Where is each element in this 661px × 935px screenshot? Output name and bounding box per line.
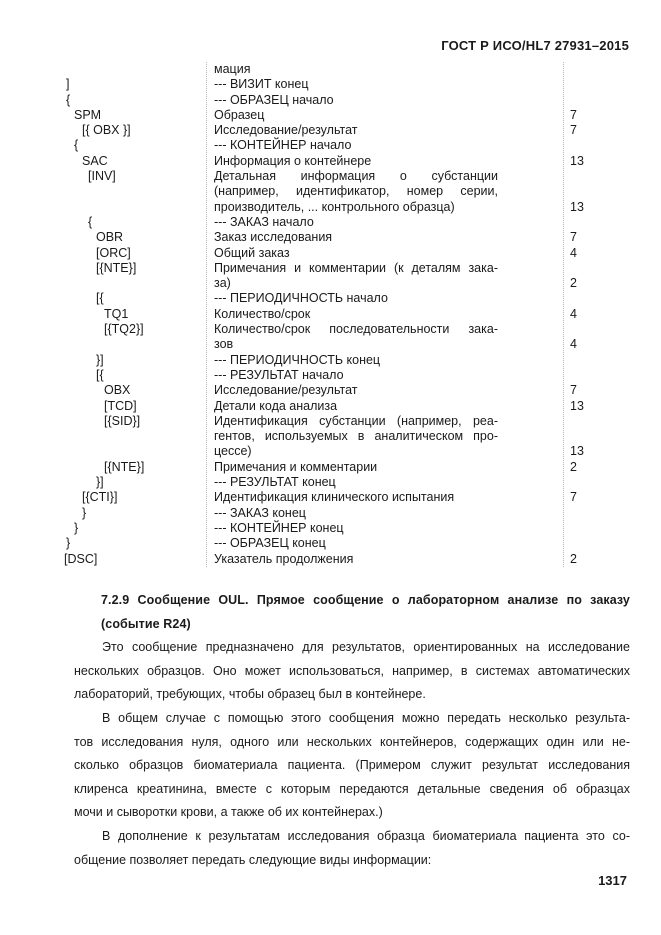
table-row [0, 93, 661, 108]
segment-description [214, 246, 498, 261]
segment-description [214, 552, 498, 567]
segment-description [214, 261, 498, 292]
table-row [0, 353, 661, 368]
description-line: Исследование/результат [214, 123, 358, 138]
segment-code: [ORC] [96, 245, 131, 260]
table-row [0, 169, 661, 215]
description-line: зов [214, 337, 234, 352]
description-line: --- ПЕРИОДИЧНОСТЬ начало [214, 291, 388, 306]
segment-code: ] [66, 77, 70, 92]
segment-code: [{ [96, 291, 104, 306]
description-line: цессе) [214, 444, 252, 459]
paragraph-line: мочи и сыворотки крови, а также об их контейнерах.) [74, 805, 383, 820]
segment-description [214, 291, 498, 306]
description-line: --- КОНТЕЙНЕР конец [214, 520, 344, 535]
chapter-number: 7 [570, 107, 577, 122]
segment-code: { [74, 138, 79, 153]
body-paragraph [74, 636, 630, 707]
table-row [0, 475, 661, 490]
description-line: Указатель продолжения [214, 551, 354, 566]
segment-code: [{TQ2}] [104, 322, 144, 337]
section-heading-line: (событие R24) [101, 616, 191, 631]
table-row [0, 246, 661, 261]
segment-description [214, 215, 498, 230]
segment-code: }] [96, 352, 104, 367]
table-row [0, 261, 661, 292]
chapter-number: 13 [570, 153, 584, 168]
segment-code: OBR [96, 230, 124, 245]
page-number: 1317 [598, 873, 627, 888]
segment-code: } [66, 536, 71, 551]
segment-code: [{ [96, 367, 104, 382]
description-line: Количество/срок [214, 306, 311, 321]
segment-code: OBX [104, 383, 131, 398]
section-heading-line: 7.2.9 Сообщение OUL. Прямое сообщение о лабораторном анализе по заказу [101, 593, 630, 607]
paragraph-line: клиренса креатинина, вместе с которым передаются детальные сведения об образцах [74, 781, 630, 796]
segment-code: [{SID}] [104, 413, 141, 428]
segment-code: } [74, 520, 79, 535]
segment-code: { [66, 92, 71, 107]
segment-description [214, 353, 498, 368]
description-line: Примечания и комментарии [214, 459, 378, 474]
chapter-number: 7 [570, 490, 577, 505]
description-line: Детальная информация о субстанции [214, 169, 498, 184]
table-row [0, 399, 661, 414]
paragraph-line: В общем случае с помощью этого сообщения можно передать несколько результа- [102, 710, 630, 725]
description-line: --- КОНТЕЙНЕР начало [214, 138, 352, 153]
segment-code: [TCD] [104, 398, 137, 413]
description-line: Детали кода анализа [214, 398, 338, 413]
table-row [0, 62, 661, 77]
table-row [0, 460, 661, 475]
table-row [0, 108, 661, 123]
description-line: --- РЕЗУЛЬТАТ начало [214, 367, 344, 382]
chapter-number: 13 [570, 398, 584, 413]
segment-code: } [82, 505, 87, 520]
table-row [0, 77, 661, 92]
description-line: --- РЕЗУЛЬТАТ конец [214, 475, 336, 490]
segment-description [214, 383, 498, 398]
table-row [0, 521, 661, 536]
description-line: за) [214, 276, 231, 291]
segment-description [214, 460, 498, 475]
segment-code: SPM [74, 107, 102, 122]
table-row [0, 123, 661, 138]
table-row [0, 506, 661, 521]
segment-code: [DSC] [64, 551, 98, 566]
table-row [0, 307, 661, 322]
chapter-number: 7 [570, 383, 577, 398]
segment-code: { [88, 214, 93, 229]
table-row [0, 291, 661, 306]
segment-code: [INV] [88, 169, 116, 184]
table-row [0, 552, 661, 567]
table-row [0, 138, 661, 153]
description-line: Образец [214, 107, 265, 122]
description-line: мация [214, 62, 251, 76]
description-line: --- ВИЗИТ конец [214, 77, 309, 92]
description-line: Идентификация субстанции (например, реа- [214, 413, 498, 428]
description-line: производитель, ... контрольного образца) [214, 199, 455, 214]
chapter-number: 2 [570, 459, 577, 474]
table-row [0, 154, 661, 169]
segment-description [214, 62, 498, 77]
description-line: --- ОБРАЗЕЦ конец [214, 536, 326, 551]
segment-code: [{CTI}] [82, 490, 118, 505]
paragraph-line: В дополнение к результатам исследования образца биоматериала пациента это со- [102, 828, 630, 843]
paragraph-line: общение позволяет передать следующие виды информации: [74, 852, 432, 867]
segment-description [214, 322, 498, 353]
description-line: (например, идентификатор, номер серии, [214, 184, 498, 199]
segment-code: TQ1 [104, 306, 129, 321]
segment-description [214, 154, 498, 169]
chapter-number: 4 [570, 337, 577, 352]
description-line: Примечания и комментарии (к деталям зака- [214, 260, 498, 275]
table-row [0, 414, 661, 460]
body-paragraph [74, 707, 630, 825]
paragraph-line: нескольких образцов. Оно может использоваться, например, в системах автоматических [74, 663, 630, 678]
chapter-number: 2 [570, 276, 577, 291]
segment-code: SAC [82, 153, 108, 168]
description-line: --- ПЕРИОДИЧНОСТЬ конец [214, 352, 381, 367]
message-structure-table [0, 62, 661, 567]
segment-description [214, 77, 498, 92]
chapter-number: 2 [570, 551, 577, 566]
chapter-number: 13 [570, 199, 584, 214]
description-line: Идентификация клинического испытания [214, 490, 455, 505]
description-line: --- ЗАКАЗ начало [214, 214, 314, 229]
table-row [0, 322, 661, 353]
chapter-number: 4 [570, 306, 577, 321]
segment-description [214, 475, 498, 490]
segment-description [214, 138, 498, 153]
segment-description [214, 169, 498, 215]
segment-description [214, 368, 498, 383]
segment-description [214, 521, 498, 536]
table-row [0, 230, 661, 245]
segment-description [214, 399, 498, 414]
body-paragraph [74, 825, 630, 872]
table-row [0, 215, 661, 230]
segment-code: [{NTE}] [96, 260, 137, 275]
description-line: Количество/срок последовательности зака- [214, 322, 498, 337]
table-row [0, 383, 661, 398]
table-row [0, 368, 661, 383]
paragraph-line: тов исследования нуля, одного или нескольких контейнеров, содержащих один или не- [74, 734, 630, 749]
segment-description [214, 93, 498, 108]
table-row [0, 490, 661, 505]
segment-description [214, 230, 498, 245]
paragraph-line: сколько образцов биоматериала пациента. (Примером служит результат исследования [74, 758, 630, 773]
chapter-number: 7 [570, 230, 577, 245]
section-body [74, 589, 630, 872]
segment-code: [{ OBX }] [82, 123, 131, 138]
description-line: --- ЗАКАЗ конец [214, 505, 306, 520]
section-heading [101, 589, 630, 636]
segment-description [214, 123, 498, 138]
segment-description [214, 108, 498, 123]
document-header: ГОСТ Р ИСО/HL7 27931–2015 [441, 38, 629, 53]
description-line: гентов, используемых в аналитическом про- [214, 429, 498, 444]
segment-code: }] [96, 475, 104, 490]
paragraph-line: Это сообщение предназначено для результатов, ориентированных на исследование [102, 640, 630, 655]
chapter-number: 4 [570, 245, 577, 260]
chapter-number: 13 [570, 444, 584, 459]
paragraph-line: лабораторий, требующих, чтобы образец был в контейнере. [74, 687, 426, 702]
segment-description [214, 414, 498, 460]
description-line: --- ОБРАЗЕЦ начало [214, 92, 334, 107]
segment-description [214, 506, 498, 521]
chapter-number: 7 [570, 123, 577, 138]
description-line: Общий заказ [214, 245, 290, 260]
segment-description [214, 307, 498, 322]
segment-description [214, 536, 498, 551]
table-row [0, 536, 661, 551]
segment-description [214, 490, 498, 505]
description-line: Информация о контейнере [214, 153, 372, 168]
description-line: Исследование/результат [214, 383, 358, 398]
segment-code: [{NTE}] [104, 459, 145, 474]
description-line: Заказ исследования [214, 230, 333, 245]
